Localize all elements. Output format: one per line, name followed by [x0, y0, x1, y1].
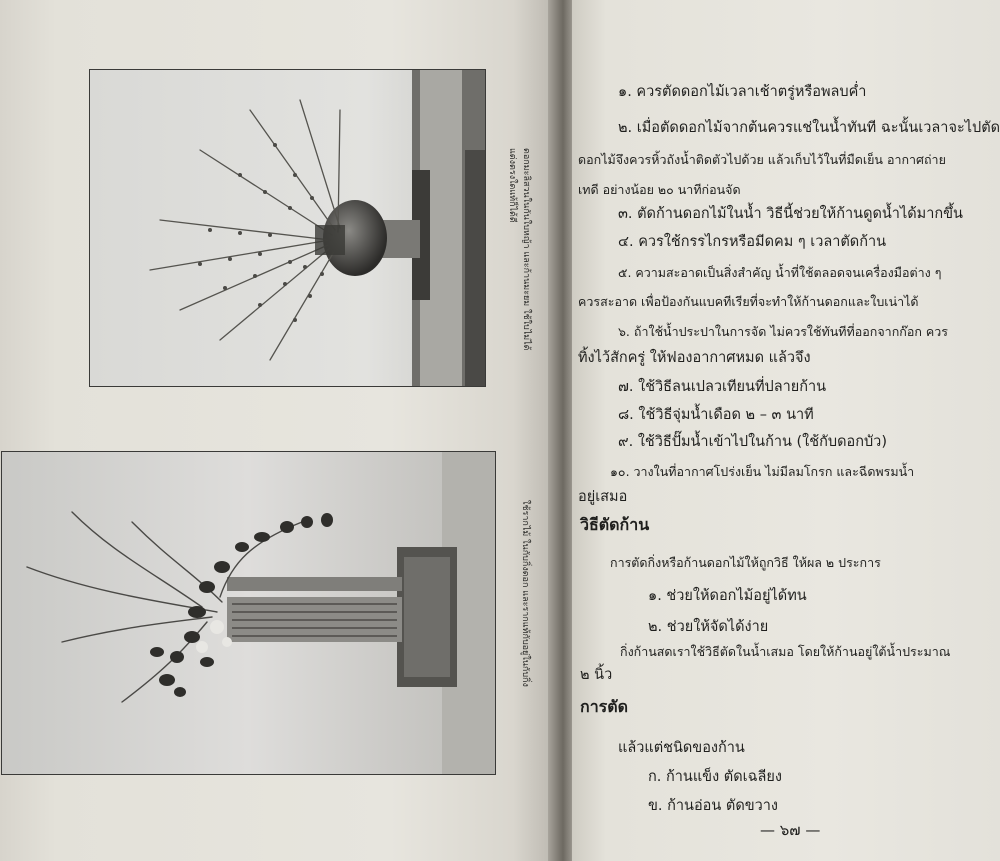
section-heading: วิธีตัดก้าน	[580, 515, 650, 534]
text-line: ๓. ตัดก้านดอกไม้ในน้ำ วิธีนี้ช่วยให้ก้านดูดน้ำได้มากขึ้น	[618, 206, 963, 222]
section-heading: การตัด	[580, 697, 629, 716]
text-line: เทดี อย่างน้อย ๒๐ นาทีก่อนจัด	[578, 182, 741, 197]
text-line: ๒ นิ้ว	[580, 667, 613, 683]
text-line: ทิ้งไว้สักครู่ ให้ฟองอากาศหมด แล้วจึง	[578, 350, 811, 366]
text-line: ๘. ใช้วิธีจุ่มน้ำเดือด ๒ – ๓ นาที	[618, 407, 814, 423]
photo-plant-in-round-vase-image	[90, 70, 485, 386]
text-line: ๑๐. วางในที่อากาศโปร่งเย็น ไม่มีลมโกรก และฉีดพรมน้ำ	[610, 464, 915, 479]
text-line: ๗. ใช้วิธีลนเปลวเทียนที่ปลายก้าน	[618, 379, 827, 395]
text-line: ๑. ช่วยให้ดอกไม้อยู่ได้ทน	[648, 588, 807, 604]
photo-caption-1-line1: ดอกมะลิสวนในกันใบหญ้า และก้านมะยม ใช้ใบไม่ได้	[521, 148, 531, 351]
photo-plant-in-round-vase	[90, 70, 485, 386]
text-line: ๒. เมื่อตัดดอกไม้จากต้นควรแช่ในน้ำทันที ฉะนั้นเวลาจะไปตัด	[618, 120, 1000, 136]
text-line: ๑. ควรตัดดอกไม้เวลาเช้าตรู่หรือพลบค่ำ	[618, 84, 867, 100]
text-line: การตัดกิ่งหรือก้านดอกไม้ให้ถูกวิธี ให้ผล ๒ ประการ	[610, 555, 881, 570]
photo-caption-2	[518, 500, 532, 760]
photo-branch-arrangement	[2, 452, 495, 774]
photo-caption-1-line2: แต่งตรงใดแท้ก็ได้ดี	[507, 148, 517, 223]
photo-branch-arrangement-image	[2, 452, 495, 774]
text-line: ๒. ช่วยให้จัดได้ง่าย	[648, 619, 769, 635]
text-line: ก. ก้านแข็ง ตัดเฉลียง	[648, 769, 782, 785]
photo-caption-2-line1: ใช้รากไม้ ในกับกิ่งดอก และรากแท้กับอยู่ในกับกิ่ง	[520, 500, 530, 687]
text-line: ควรสะอาด เพื่อป้องกันแบคทีเรียที่จะทำให้ก้านดอกและใบเน่าได้	[578, 294, 919, 309]
text-line: ดอกไม้จึงควรหิ้วถังน้ำติดตัวไปด้วย แล้วเก็บไว้ในที่มืดเย็น อากาศถ่าย	[578, 152, 946, 167]
text-line: กิ่งก้านสดเราใช้วิธีตัดในน้ำเสมอ โดยให้ก้านอยู่ใต้น้ำประมาณ	[620, 644, 951, 659]
page-number: — ๖๗ —	[760, 821, 821, 839]
text-line: ๙. ใช้วิธีปั๊มน้ำเข้าไปในก้าน (ใช้กับดอกบัว)	[618, 434, 887, 450]
text-line: แล้วแต่ชนิดของก้าน	[618, 740, 745, 756]
text-line: ข. ก้านอ่อน ตัดขวาง	[648, 798, 779, 814]
text-line: ๖. ถ้าใช้น้ำประปาในการจัด ไม่ควรใช้ทันทีที่ออกจากก๊อก ควร	[618, 324, 948, 339]
text-line: อยู่เสมอ	[578, 489, 628, 505]
text-line: ๕. ความสะอาดเป็นสิ่งสำคัญ น้ำที่ใช้ตลอดจนเครื่องมือต่าง ๆ	[618, 265, 942, 280]
text-line: ๔. ควรใช้กรรไกรหรือมีดคม ๆ เวลาตัดก้าน	[618, 234, 887, 250]
photo-caption-1	[505, 148, 533, 378]
